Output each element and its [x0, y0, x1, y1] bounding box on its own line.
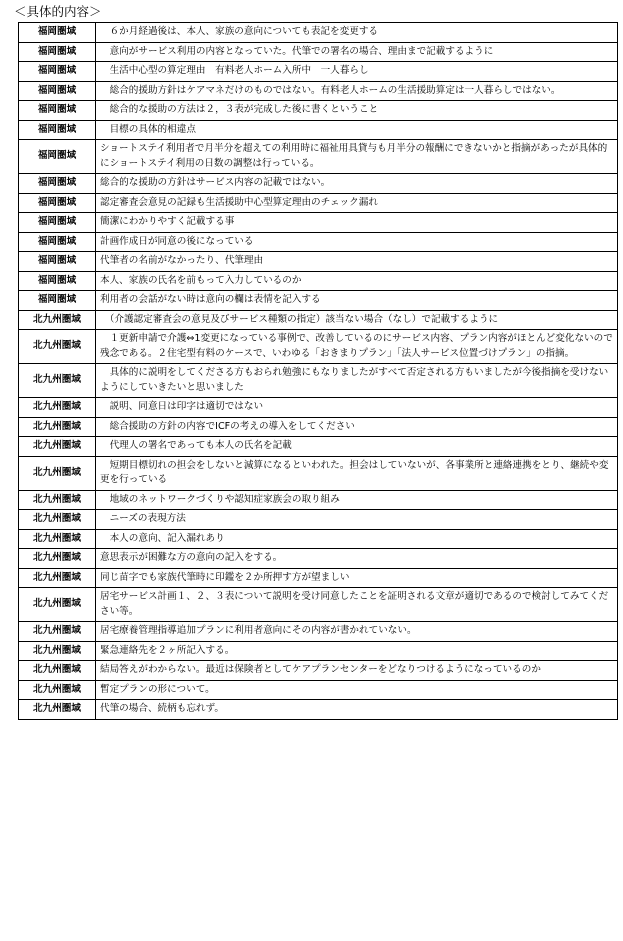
region-cell: 北九州圏域 [19, 529, 96, 549]
region-cell: 福岡圏域 [19, 23, 96, 43]
content-cell: 居宅サービス計画１、２、３表について説明を受け同意したことを証明される文章が適切であるので検討してみてください等。 [96, 588, 618, 622]
content-cell: 代筆者の名前がなかったり、代筆理由 [96, 252, 618, 272]
content-cell: 本人の意向、記入漏れあり [96, 529, 618, 549]
content-cell: １更新申請で介護⇔1変更になっている事例で、改善しているのにサービス内容、プラン内容がほとんど変化ないので残念である。２住宅型有料のケースで、いわゆる「おきまりプラン」「法人サービス位置づけプラン」の指摘。 [96, 330, 618, 364]
table-row [19, 330, 618, 364]
content-cell: ショートステイ利用者で月半分を超えての利用時に福祉用具貸与も月半分の報酬にできないかと指摘があったが具体的にショートステイ利用の日数の調整は行っている。 [96, 140, 618, 174]
table-row [19, 252, 618, 272]
region-cell: 北九州圏域 [19, 549, 96, 569]
region-cell: 北九州圏域 [19, 490, 96, 510]
table-row [19, 437, 618, 457]
region-cell: 福岡圏域 [19, 101, 96, 121]
table-row [19, 101, 618, 121]
region-cell: 北九州圏域 [19, 588, 96, 622]
content-cell: ニーズの表現方法 [96, 510, 618, 530]
content-cell: 利用者の会話がない時は意向の欄は表情を記入する [96, 291, 618, 311]
table-row [19, 529, 618, 549]
region-cell: 北九州圏域 [19, 310, 96, 330]
content-cell: 意思表示が困難な方の意向の記入をする。 [96, 549, 618, 569]
table-row [19, 291, 618, 311]
content-cell: 総合的援助方針はケアマネだけのものではない。有料老人ホームの生活援助算定は一人暮らしではない。 [96, 81, 618, 101]
content-cell: 同じ苗字でも家族代筆時に印鑑を２か所押す方が望ましい [96, 568, 618, 588]
region-cell: 福岡圏域 [19, 120, 96, 140]
region-cell: 福岡圏域 [19, 193, 96, 213]
table-row [19, 641, 618, 661]
region-cell: 北九州圏域 [19, 417, 96, 437]
table-row [19, 140, 618, 174]
region-cell: 北九州圏域 [19, 661, 96, 681]
table-row [19, 568, 618, 588]
region-cell: 北九州圏域 [19, 700, 96, 720]
table-row [19, 120, 618, 140]
table-row [19, 700, 618, 720]
region-cell: 北九州圏域 [19, 364, 96, 398]
content-table-body [19, 23, 618, 720]
content-cell: 短期目標切れの担会をしないと減算になるといわれた。担会はしていないが、各事業所と連絡連携をとり、継続や変更を行っている [96, 456, 618, 490]
table-row [19, 680, 618, 700]
region-cell: 北九州圏域 [19, 330, 96, 364]
section-heading: ＜具体的内容＞ [14, 4, 102, 19]
table-row [19, 213, 618, 233]
region-cell: 福岡圏域 [19, 81, 96, 101]
content-cell: 説明、同意日は印字は適切ではない [96, 398, 618, 418]
content-cell: 総合的な援助の方針はサービス内容の記載ではない。 [96, 174, 618, 194]
table-row [19, 490, 618, 510]
content-cell: 暫定プランの形について。 [96, 680, 618, 700]
region-cell: 福岡圏域 [19, 213, 96, 233]
table-row [19, 456, 618, 490]
table-row [19, 62, 618, 82]
region-cell: 北九州圏域 [19, 568, 96, 588]
region-cell: 福岡圏域 [19, 140, 96, 174]
region-cell: 福岡圏域 [19, 252, 96, 272]
region-cell: 福岡圏域 [19, 271, 96, 291]
region-cell: 北九州圏域 [19, 680, 96, 700]
content-cell: 総合援助の方針の内容でICFの考えの導入をしてください [96, 417, 618, 437]
table-row [19, 193, 618, 213]
content-cell: 計画作成日が同意の後になっている [96, 232, 618, 252]
table-row [19, 588, 618, 622]
content-cell: 簡潔にわかりやすく記載する事 [96, 213, 618, 233]
table-row [19, 174, 618, 194]
region-cell: 北九州圏域 [19, 437, 96, 457]
content-cell: 認定審査会意見の記録も生活援助中心型算定理由のチェック漏れ [96, 193, 618, 213]
region-cell: 福岡圏域 [19, 62, 96, 82]
table-row [19, 549, 618, 569]
table-row [19, 23, 618, 43]
content-cell: 生活中心型の算定理由 有料老人ホーム入所中 一人暮らし [96, 62, 618, 82]
table-row [19, 42, 618, 62]
content-cell: 居宅療養管理指導追加プランに利用者意向にその内容が書かれていない。 [96, 622, 618, 642]
region-cell: 北九州圏域 [19, 641, 96, 661]
content-cell: 目標の具体的相違点 [96, 120, 618, 140]
table-row [19, 417, 618, 437]
content-cell: 代理人の署名であっても本人の氏名を記載 [96, 437, 618, 457]
table-row [19, 364, 618, 398]
table-row [19, 232, 618, 252]
region-cell: 北九州圏域 [19, 456, 96, 490]
content-cell: ６か月経過後は、本人、家族の意向についても表記を変更する [96, 23, 618, 43]
region-cell: 北九州圏域 [19, 510, 96, 530]
content-cell: 本人、家族の氏名を前もって入力しているのか [96, 271, 618, 291]
table-row [19, 271, 618, 291]
content-cell: （介護認定審査会の意見及びサービス種類の指定）該当ない場合（なし）で記載するように [96, 310, 618, 330]
content-cell: 意向がサービス利用の内容となっていた。代筆での署名の場合、理由まで記載するように [96, 42, 618, 62]
content-cell: 総合的な援助の方法は２，３表が完成した後に書くということ [96, 101, 618, 121]
content-cell: 結局答えがわからない。最近は保険者としてケアプランセンターをどなりつけるようになっているのか [96, 661, 618, 681]
content-cell: 地域のネットワークづくりや認知症家族会の取り組み [96, 490, 618, 510]
content-cell: 緊急連絡先を２ヶ所記入する。 [96, 641, 618, 661]
table-row [19, 622, 618, 642]
region-cell: 北九州圏域 [19, 622, 96, 642]
region-cell: 福岡圏域 [19, 174, 96, 194]
content-cell: 代筆の場合、続柄も忘れず。 [96, 700, 618, 720]
region-cell: 北九州圏域 [19, 398, 96, 418]
content-cell: 具体的に説明をしてくださる方もおられ勉強にもなりましたがすべて否定される方もいましたが今後指摘を受けないようにしていきたいと思いました [96, 364, 618, 398]
table-row [19, 510, 618, 530]
table-row [19, 310, 618, 330]
content-table [18, 22, 618, 720]
table-row [19, 81, 618, 101]
region-cell: 福岡圏域 [19, 42, 96, 62]
table-row [19, 398, 618, 418]
region-cell: 福岡圏域 [19, 291, 96, 311]
table-row [19, 661, 618, 681]
region-cell: 福岡圏域 [19, 232, 96, 252]
